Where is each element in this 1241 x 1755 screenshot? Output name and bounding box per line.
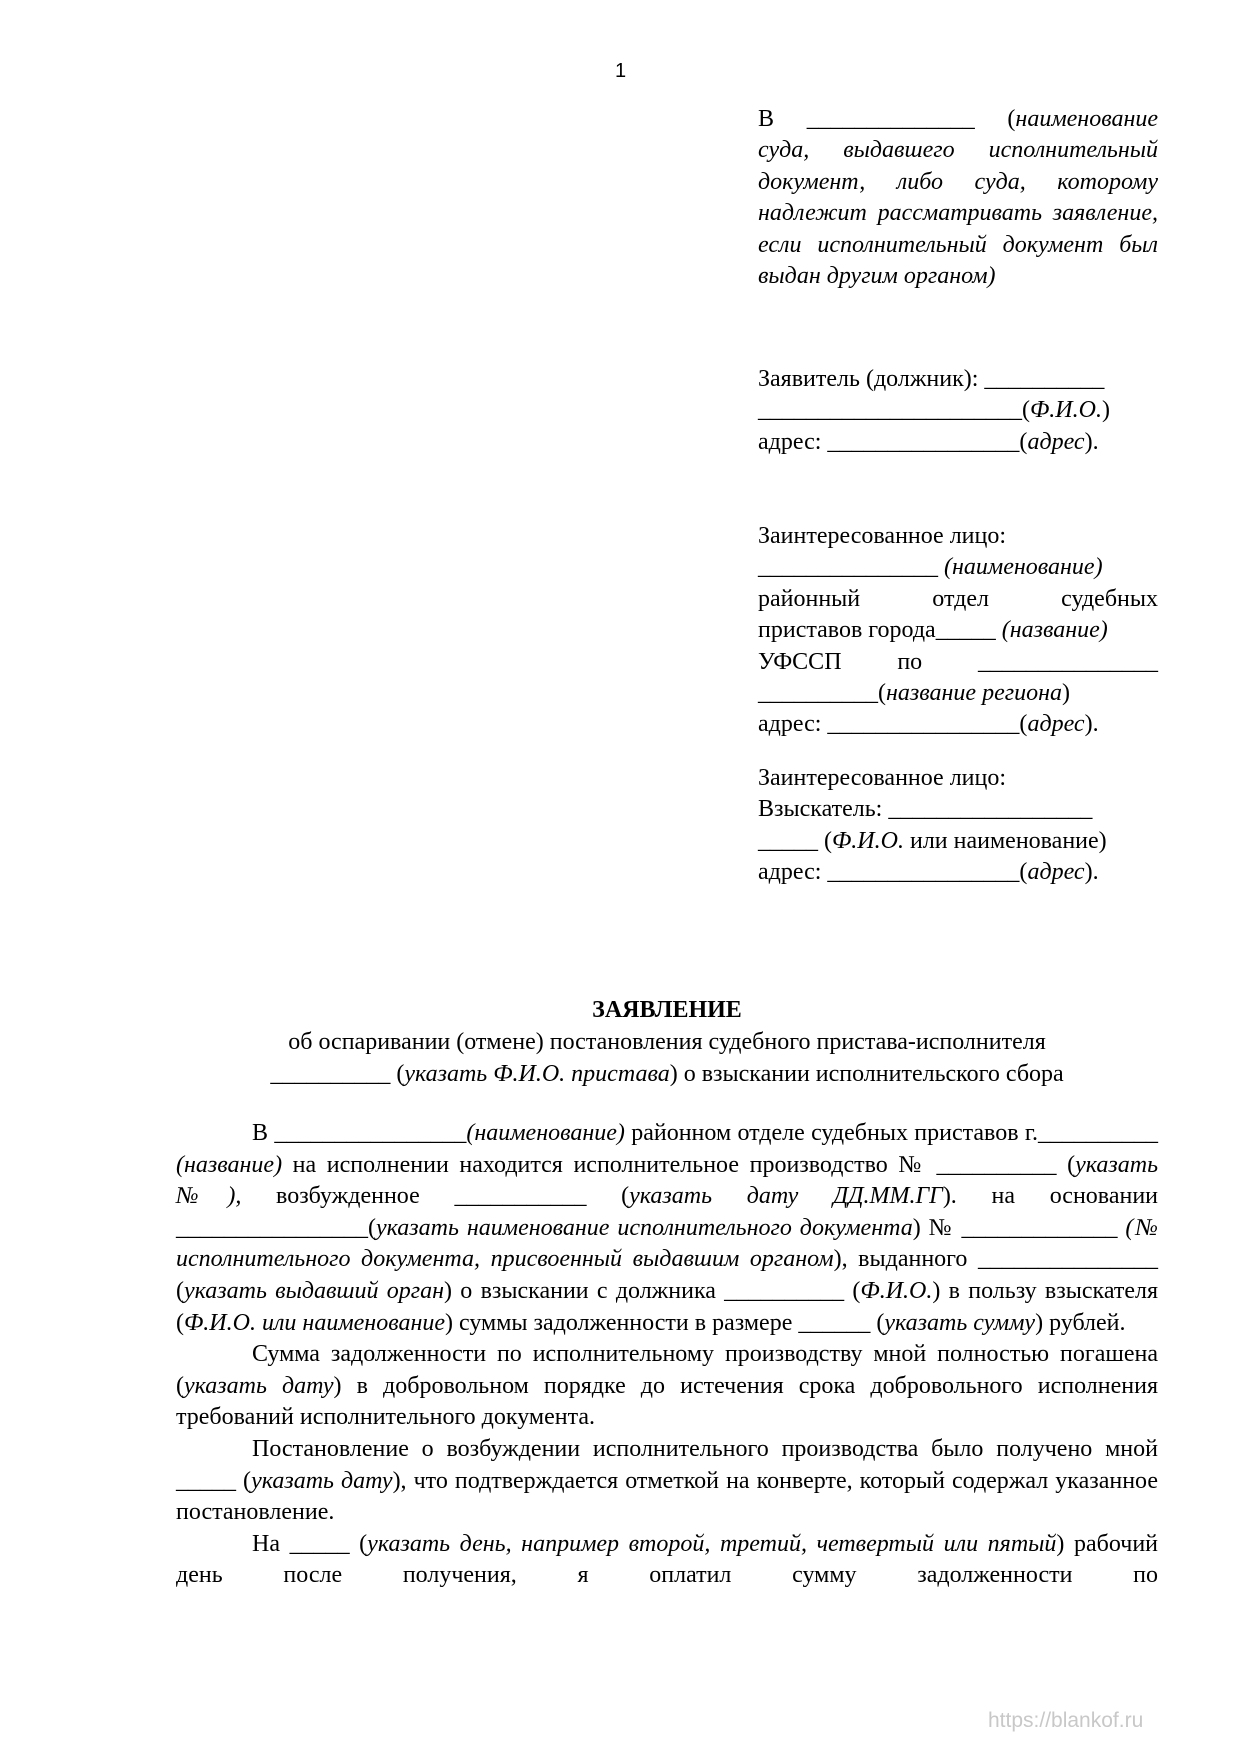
watermark-link[interactable]: https://blankof.ru — [988, 1709, 1144, 1732]
page-number: 1 — [614, 60, 627, 82]
title-main: ЗАЯВЛЕНИЕ — [592, 997, 742, 1023]
document-title — [176, 994, 1158, 1090]
body-text — [176, 1118, 1158, 1592]
paragraph-2: Сумма задолженности по исполнительному производству мной полностью погашена (указать дату) в добровольном порядке до истечения срока добровольного исполнения требований исполнительного документа. — [176, 1341, 1158, 1431]
interested-party-2: Заинтересованное лицо: Взыскатель: _________________ _____ (Ф.И.О. или наименование) адрес: ________________(адрес). — [758, 765, 1107, 886]
title-sub-2: __________ (указать Ф.И.О. пристава) о взыскании исполнительского сбора — [270, 1061, 1064, 1087]
court-block: В ______________ (наименование суда, выдавшего исполнительный документ, либо суда, которому надлежит рассматривать заявление, если исполнительный документ был выдан другим органом) — [758, 106, 1158, 290]
interested-party-1: Заинтересованное лицо: _______________ (наименование) районный отдел судебных приставов города_____ (название) УФССП по _______________ __________(название региона) адрес: ________________(адрес). — [758, 523, 1158, 738]
title-sub-1: об оспаривании (отмене) постановления судебного пристава-исполнителя — [288, 1029, 1046, 1055]
paragraph-3: Постановление о возбуждении исполнительного производства было получено мной _____ (указать дату), что подтверждается отметкой на конверте, который содержал указанное постановление. — [176, 1435, 1158, 1526]
paragraph-4: На _____ (указать день, например второй, третий, четвертый или пятый) рабочий день после получения, я оплатил сумму задолженности по — [176, 1530, 1159, 1589]
applicant-line: Заявитель (должник): __________ — [758, 366, 1105, 392]
applicant-fio-line: ______________________(Ф.И.О.) — [758, 397, 1110, 424]
applicant-address: адрес: ________________(адрес). — [758, 428, 1099, 455]
paragraph-1: В ________________(наименование) районном отделе судебных приставов г.__________ (название) на исполнении находится исполнительное производство № __________ (указать №), возбужденное ___________ (указать дату ДД.ММ.ГГ). на основании ________________(указать наименование исполнительного документа) № _____________ (№ исполнительного документа, присвоенный выдавшим органом), выданного _______________ (указать выдавший орган) о взыскании с должника __________ (Ф.И.О.) в пользу взыскателя (Ф.И.О. или наименование) суммы задолженности в размере ______ (указать сумму) рублей. — [176, 1120, 1159, 1336]
applicant-block — [758, 364, 1158, 458]
